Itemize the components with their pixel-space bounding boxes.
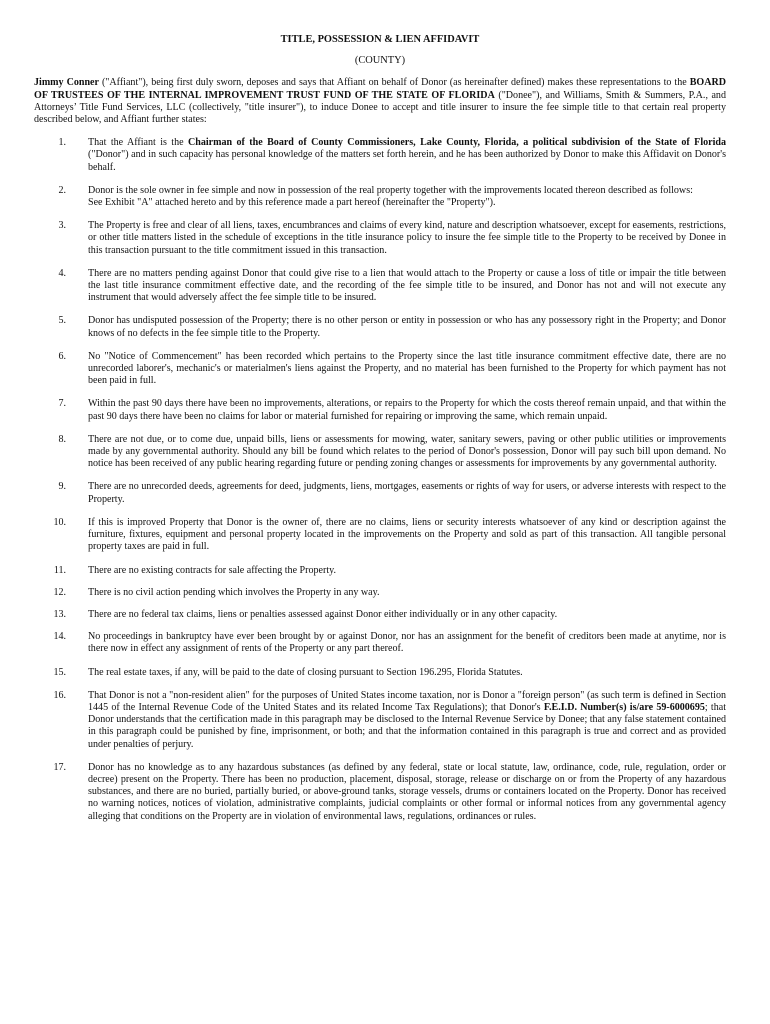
- paragraph-number: 5.: [58, 315, 66, 327]
- paragraph-number: 17.: [53, 761, 66, 773]
- document-subtitle: (COUNTY): [354, 55, 406, 67]
- donor-name: Chairman of the Board of County Commissioners, Lake County, Florida, a political subdivision of the State of Florida: [188, 137, 726, 149]
- affiant-name: Jimmy Conner: [34, 77, 99, 89]
- paragraph-text: There are no unrecorded deeds, agreements for deed, judgments, liens, mortgages, easements or rights of way for users, or adverse interests with respect to the Property.: [88, 481, 726, 505]
- paragraph-text: Within the past 90 days there have been no improvements, alterations, or repairs to the Property for which the costs thereof remain unpaid, and that within the past 90 days there have been no claims for labor or material furnished for repairing or improving the same, which remain unpaid.: [88, 398, 726, 422]
- paragraph-text: Donor has no knowledge as to any hazardous substances (as defined by any federal, state or local statute, law, ordinance, code, rule, regulation, order or decree) present on the Property. There has been no production, placement, disposal, storage, release or discharge on or from the Property of any hazardous substances, and there are no buried, partially buried, or above-ground tanks, storage vessels, drums or containers located on the Property. Donor has received no warning notices, notices of violation, administrative complaints, judicial complaints or other formal or informal notices from any governmental agency alleging that conditions on the Property are in violation of environmental laws, regulations, ordinances or rules.: [88, 761, 726, 822]
- paragraph-text: There are no federal tax claims, liens or penalties assessed against Donor either individually or in any other capacity.: [88, 608, 558, 620]
- paragraph-2: [34, 185, 726, 209]
- paragraph-number: 13.: [53, 608, 66, 620]
- paragraph-number: 3.: [58, 220, 66, 232]
- paragraph-text: There are not due, or to come due, unpaid bills, liens or assessments for mowing, water, sanitary sewers, paving or other public utilities or improvements made by any governmental authority. Should any bill be found which relates to the period of Donor's possession, Donor will pay such bill upon demand. No notice has been received of any public hearing regarding future or pending zoning changes or assessments for improvements by any governmental authority.: [88, 433, 726, 470]
- paragraph-11: [34, 565, 726, 577]
- paragraph-7: [34, 398, 726, 422]
- intro-text-1: ("Affiant"), being first duly sworn, deposes and says that Affiant on behalf of Donor (as hereinafter defined) makes these representations to the: [98, 77, 690, 89]
- paragraph-number: 11.: [53, 564, 66, 576]
- paragraph-number: 10.: [53, 516, 66, 528]
- paragraph-text: There are no matters pending against Donor that could give rise to a lien that would attach to the Property or cause a loss of title or impair the title between the last title insurance commitment effective date, and the recording of the fee simple title to be insured, and Donor has not and will not execute any instrument that would adversely affect the fee simple title to be insured.: [88, 267, 726, 304]
- paragraph-text: That the Affiant is the: [88, 137, 188, 149]
- paragraph-9: [34, 481, 726, 505]
- donee-name: BOARD OF TRUSTEES OF THE INTERNAL IMPROVEMENT TRUST FUND OF THE STATE OF FLORIDA: [34, 77, 726, 101]
- affidavit-page: [34, 34, 726, 834]
- paragraph-text: The Property is free and clear of all liens, taxes, encumbrances and claims of every kind, nature and description whatsoever, except for easements, restrictions, or other title matters listed in the schedule of exceptions in the title insurance policy to insure the fee simple title to the Property to be received by Donee in this transaction pursuant to the title commitment issued in this transaction.: [88, 220, 726, 256]
- paragraph-number: 16.: [53, 689, 66, 701]
- paragraph-number: 15.: [53, 666, 66, 678]
- paragraph-4: [34, 268, 726, 305]
- paragraph-text: If this is improved Property that Donor is the owner of, there are no claims, liens or security interests whatsoever of any kind or description against the furniture, fixtures, equipment and personal property located in the improvements on the Property and sold as part of this transaction. All tangible personal property taxes are paid in full.: [88, 516, 726, 553]
- paragraph-10: [34, 517, 726, 554]
- paragraph-3: [34, 220, 726, 257]
- paragraph-number: 12.: [53, 586, 66, 598]
- paragraph-1: [34, 137, 726, 174]
- paragraph-text: No proceedings in bankruptcy have ever been brought by or against Donor, nor has an assignment for the benefit of creditors been made at anytime, nor is there now in effect any assignment of rents of the Property or any part thereof.: [88, 631, 726, 655]
- paragraph-text: There are no existing contracts for sale affecting the Property.: [88, 564, 337, 576]
- paragraph-text: There is no civil action pending which involves the Property in any way.: [88, 586, 380, 598]
- paragraph-14: [34, 631, 726, 655]
- paragraph-number: 14.: [53, 631, 66, 643]
- paragraph-6: [34, 351, 726, 388]
- paragraph-number: 7.: [58, 398, 66, 410]
- intro-text-2: ("Donee"), and Williams, Smith & Summers, P.A., and Attorneys’ Title Fund Services, LLC (collectively, "title insurer"), to induce Donee to accept and title insurer to insure the fee simple title to that certain real property described below, and Affiant further states:: [34, 89, 726, 126]
- paragraph-number: 1.: [58, 137, 66, 149]
- exhibit-reference: See Exhibit "A" attached hereto and by this reference made a part hereof (hereinafter the "Property").: [88, 197, 496, 209]
- paragraph-text: ; that Donor understands that the certification made in this paragraph may be disclosed to the Internal Revenue Service by Donee; that any false statement contained in this paragraph could be punished by fine, imprisonment, or both; and that the information contained in this paragraph is true and correct and as provided under penalties of perjury.: [88, 701, 726, 750]
- document-title: TITLE, POSSESSION & LIEN AFFIDAVIT: [280, 34, 480, 45]
- paragraph-number: 9.: [58, 481, 66, 493]
- paragraph-text: The real estate taxes, if any, will be paid to the date of closing pursuant to Section 196.295, Florida Statutes.: [88, 666, 523, 678]
- paragraph-16: [34, 690, 726, 751]
- paragraph-text: Donor is the sole owner in fee simple and now in possession of the real property together with the improvements located thereon described as follows:: [88, 184, 693, 196]
- paragraph-text: That Donor is not a "non-resident alien" for the purposes of United States income taxation, nor is Donor a "foreign person" (as such term is defined in Section 1445 of the Internal Revenue Code of the United States and its related Income Tax Regulations); that Donor's: [88, 689, 726, 713]
- paragraph-number: 6.: [58, 350, 66, 362]
- intro-paragraph: [34, 77, 726, 126]
- feid-number: F.E.I.D. Number(s) is/are 59-6000695: [543, 701, 705, 713]
- paragraph-text: Donor has undisputed possession of the Property; there is no other person or entity in possession or who has any possessory right in the Property; and Donor knows of no defects in the fee simple title to the Property.: [88, 315, 726, 339]
- paragraph-text: ("Donor") and in such capacity has personal knowledge of the matters set forth herein, and he has been authorized by Donor to make this Affidavit on Donor's behalf.: [88, 149, 726, 173]
- paragraph-5: [34, 315, 726, 339]
- paragraph-number: 8.: [58, 433, 66, 445]
- paragraph-8: [34, 434, 726, 471]
- paragraph-15: [34, 667, 726, 679]
- paragraph-17: [34, 762, 726, 823]
- paragraph-text: No "Notice of Commencement" has been recorded which pertains to the Property since the last title insurance commitment effective date, there are no unrecorded laborer's, mechanic's or materialmen's liens against the Property, and no material has been furnished to the Property for which payment has not been paid in full.: [88, 350, 726, 387]
- paragraph-number: 2.: [58, 184, 66, 196]
- paragraph-12: [34, 587, 726, 599]
- paragraph-13: [34, 609, 726, 621]
- paragraph-number: 4.: [58, 267, 66, 279]
